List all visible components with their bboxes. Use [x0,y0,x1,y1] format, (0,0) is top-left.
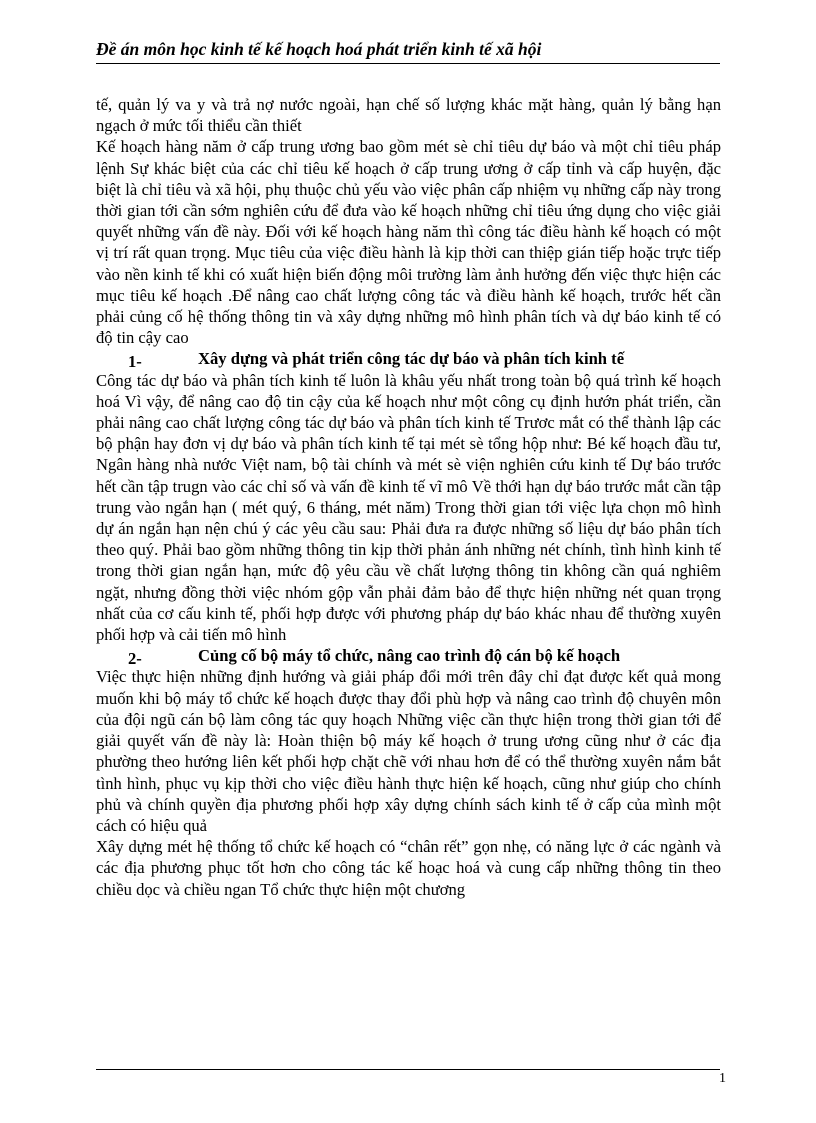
paragraph-forecasting: Công tác dự báo và phân tích kinh tế luôn là khâu yếu nhất trong toàn bộ quá trình kế hoạch hoá Vì vậy, để nâng cao độ tin cậy của kế hoạch như một công cụ định hướn phát triển, cần phải nâng cao chất lượng công tác dự báo và phân tích kinh tế Trươc mắt có thể thành lập các bộ phận hay đơn vị dự báo và phân tích kinh tế tại mét sè tổng hộp như: Bé kế hoạch đầu tư, Ngân hàng nhà nước Việt nam, bộ tài chính và mét sè viện nghiên cứu kinh tế Dự báo trước hết cần tập trugn vào các chỉ số và vấn đề kinh tế vĩ mô Về thới hạn dự báo trước mắt cần tập trung vào ngắn hạn ( mét quý, 6 tháng, mét năm) Trong thời gian tới việc lựa chọn mô hình dự án ngắn hạn nện chú ý các yêu cầu sau: Phải đưa ra được những số liệu dự báo phân tích theo quý. Phải bao gồm những thông tin kịp thời phản ánh những nét chính, tình hình kinh tế trong thời gian ngắn hạn, mức độ yêu cầu về chất lượng thông tin không cần quá nghiêm ngặt, nhưng đồng thời việc nhóm gộp vẫn phải đảm bảo để thực hiện những nét quan trọng nhất của cơ cấu kinh tế, phối hợp được với phương pháp dự báo khác nhau để thường xuyên phối hợp và cải tiến mô hình [96,370,721,645]
section-heading-1 [96,348,721,372]
document-title: Đề án môn học kinh tế kế hoạch hoá phát triển kinh tế xã hội [96,39,542,59]
section-title-1: Xây dựng và phát triển công tác dự báo và phân tích kinh tế [198,349,625,369]
paragraph-continuation: tế, quản lý va y và trả nợ nước ngoài, hạn chế số lượng khác mặt hàng, quản lý bằng hạn ngạch ở mức tối thiểu cần thiết [96,95,721,136]
section-number-1: 1- [128,352,142,372]
paragraph-system: Xây dựng mét hệ thống tổ chức kế hoạch có “chân rết” gọn nhẹ, có năng lực ở các ngành và các địa phương phục tốt hơn cho công tác kế hoạc hoá và cung cấp những thông tin theo chiều dọc và chiều ngan Tổ chức thực hiện một chương [96,837,721,899]
section-title-2: Củng cố bộ máy tổ chức, nâng cao trình độ cán bộ kế hoạch [198,646,621,666]
paragraph-organization: Việc thực hiện những định hướng và giải pháp đổi mới trên đây chỉ đạt được kết quả mong muốn khi bộ máy tổ chức kế hoạch được thay đổi phù hợp và nâng cao trình độ chuyên môn của đội ngũ cán bộ làm công tác quy hoạch Những việc cần thực hiện trong thời gian tới để giải quyết vấn đề này là: Hoàn thiện bộ máy kế hoạch ở trung ương cũng như ở các địa phường theo hướng liên kết phối hợp chặt chẽ với nhau hơn để có thể thường xuyên nắm bắt tình hình, phục vụ kịp thời cho việc điều hành thực hiện kế hoạch, cũng như giúp cho chính phủ và chính quyền địa phương phối hợp xây dựng chính sách kinh tế ở cấp của mình một cách có hiệu quả [96,667,721,835]
page-footer [96,1069,726,1086]
paragraph-annual-plan: Kế hoạch hàng năm ở cấp trung ương bao gồm mét sè chỉ tiêu dự báo và một chỉ tiêu pháp lệnh Sự khác biệt của các chỉ tiêu kế hoạch ở cấp trung ương ở cấp tỉnh và cấp huyện, đặc biệt là chỉ tiêu và xã hội, phụ thuộc chủ yếu vào việc phân cấp nhiệm vụ những cấp này trong thời gian tới cần sớm nghiên cứu để đưa vào kế hoạch những chỉ tiêu ứng dụng cho việc giải quyết những vấn đề này. Đối với kế hoạch hàng năm thì công tác điều hành kế hoạch có một vị trí rất quan trọng. Mục tiêu của việc điều hành là kịp thời can thiệp gián tiếp hoặc trực tiếp vào nền kinh tế khi có xuất hiện biến động môi trường làm ảnh hưởng đến việc thực hiện các mục tiêu kế hoạch .Để nâng cao chất lượng công tác và điều hành kế hoạch, trước hết cần phải củng cố hệ thống thông tin và xây dựng những mô hình phân tích và dự báo kinh tế có độ tin cậy cao [96,137,721,348]
section-heading-2 [96,645,721,669]
document-body [96,94,721,900]
section-number-2: 2- [128,649,142,669]
page-number: 1 [719,1071,726,1086]
page-header [96,36,720,64]
